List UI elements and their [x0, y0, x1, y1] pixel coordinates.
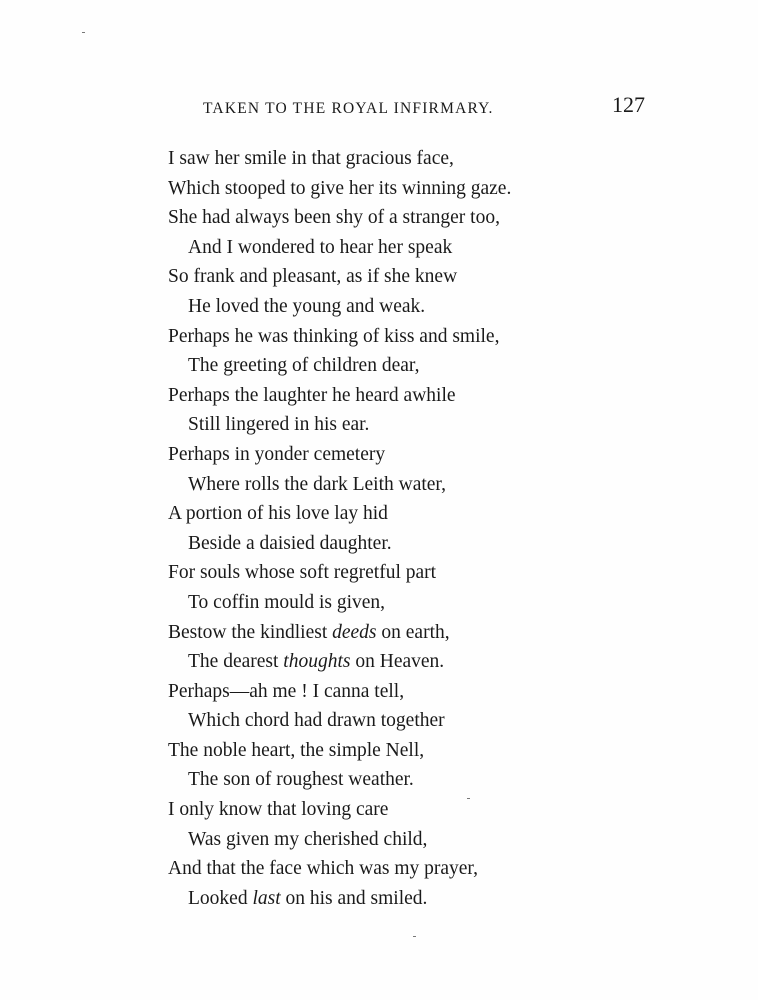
poem-line: The greeting of children dear,	[188, 355, 420, 377]
line-segment: Bestow the kindliest	[168, 621, 333, 643]
italic-word: thoughts	[283, 651, 351, 673]
poem-line: So frank and pleasant, as if she knew	[168, 266, 458, 288]
poem-line: Beside a daisied daughter.	[188, 532, 392, 554]
poem	[168, 144, 511, 913]
paper-speck	[82, 32, 85, 33]
line-segment: on earth,	[376, 621, 450, 643]
running-title: TAKEN TO THE ROYAL INFIRMARY.	[203, 100, 494, 117]
poem-line: Which chord had drawn together	[188, 710, 445, 732]
poem-line: He loved the young and weak.	[188, 295, 426, 317]
poem-line: Perhaps the laughter he heard awhile	[168, 384, 456, 406]
paper-speck	[413, 936, 416, 937]
poem-line: Perhaps he was thinking of kiss and smile,	[168, 325, 500, 347]
poem-line	[168, 618, 511, 648]
line-segment: on his and smiled.	[280, 887, 428, 909]
poem-line: Perhaps in yonder cemetery	[168, 443, 386, 465]
poem-line: I only know that loving care	[168, 799, 389, 821]
poem-line: And that the face which was my prayer,	[168, 858, 479, 880]
poem-line	[168, 647, 511, 677]
italic-word: deeds	[332, 621, 377, 643]
poem-line: Still lingered in his ear.	[188, 414, 370, 436]
line-segment: Looked	[188, 887, 253, 909]
poem-line: For souls whose soft regretful part	[168, 562, 437, 584]
poem-line: The noble heart, the simple Nell,	[168, 739, 425, 761]
poem-line: Where rolls the dark Leith water,	[188, 473, 447, 495]
poem-line: I saw her smile in that gracious face,	[168, 148, 454, 169]
poem-line: And I wondered to hear her speak	[188, 236, 453, 258]
poem-line: The son of roughest weather.	[188, 769, 414, 791]
poem-line: To coffin mould is given,	[188, 591, 386, 613]
page-number: 127	[612, 92, 645, 117]
line-segment: on Heaven.	[350, 651, 445, 673]
line-segment: The dearest	[188, 651, 284, 673]
italic-word: last	[252, 887, 281, 909]
poem-line: A portion of his love lay hid	[168, 503, 388, 525]
poem-line: She had always been shy of a stranger too,	[168, 207, 500, 229]
poem-line: Which stooped to give her its winning gaze.	[168, 177, 512, 199]
poem-line	[168, 884, 511, 914]
poem-line: Perhaps—ah me ! I canna tell,	[168, 680, 405, 702]
poem-line: Was given my cherished child,	[188, 828, 428, 850]
paper-speck	[467, 798, 470, 799]
